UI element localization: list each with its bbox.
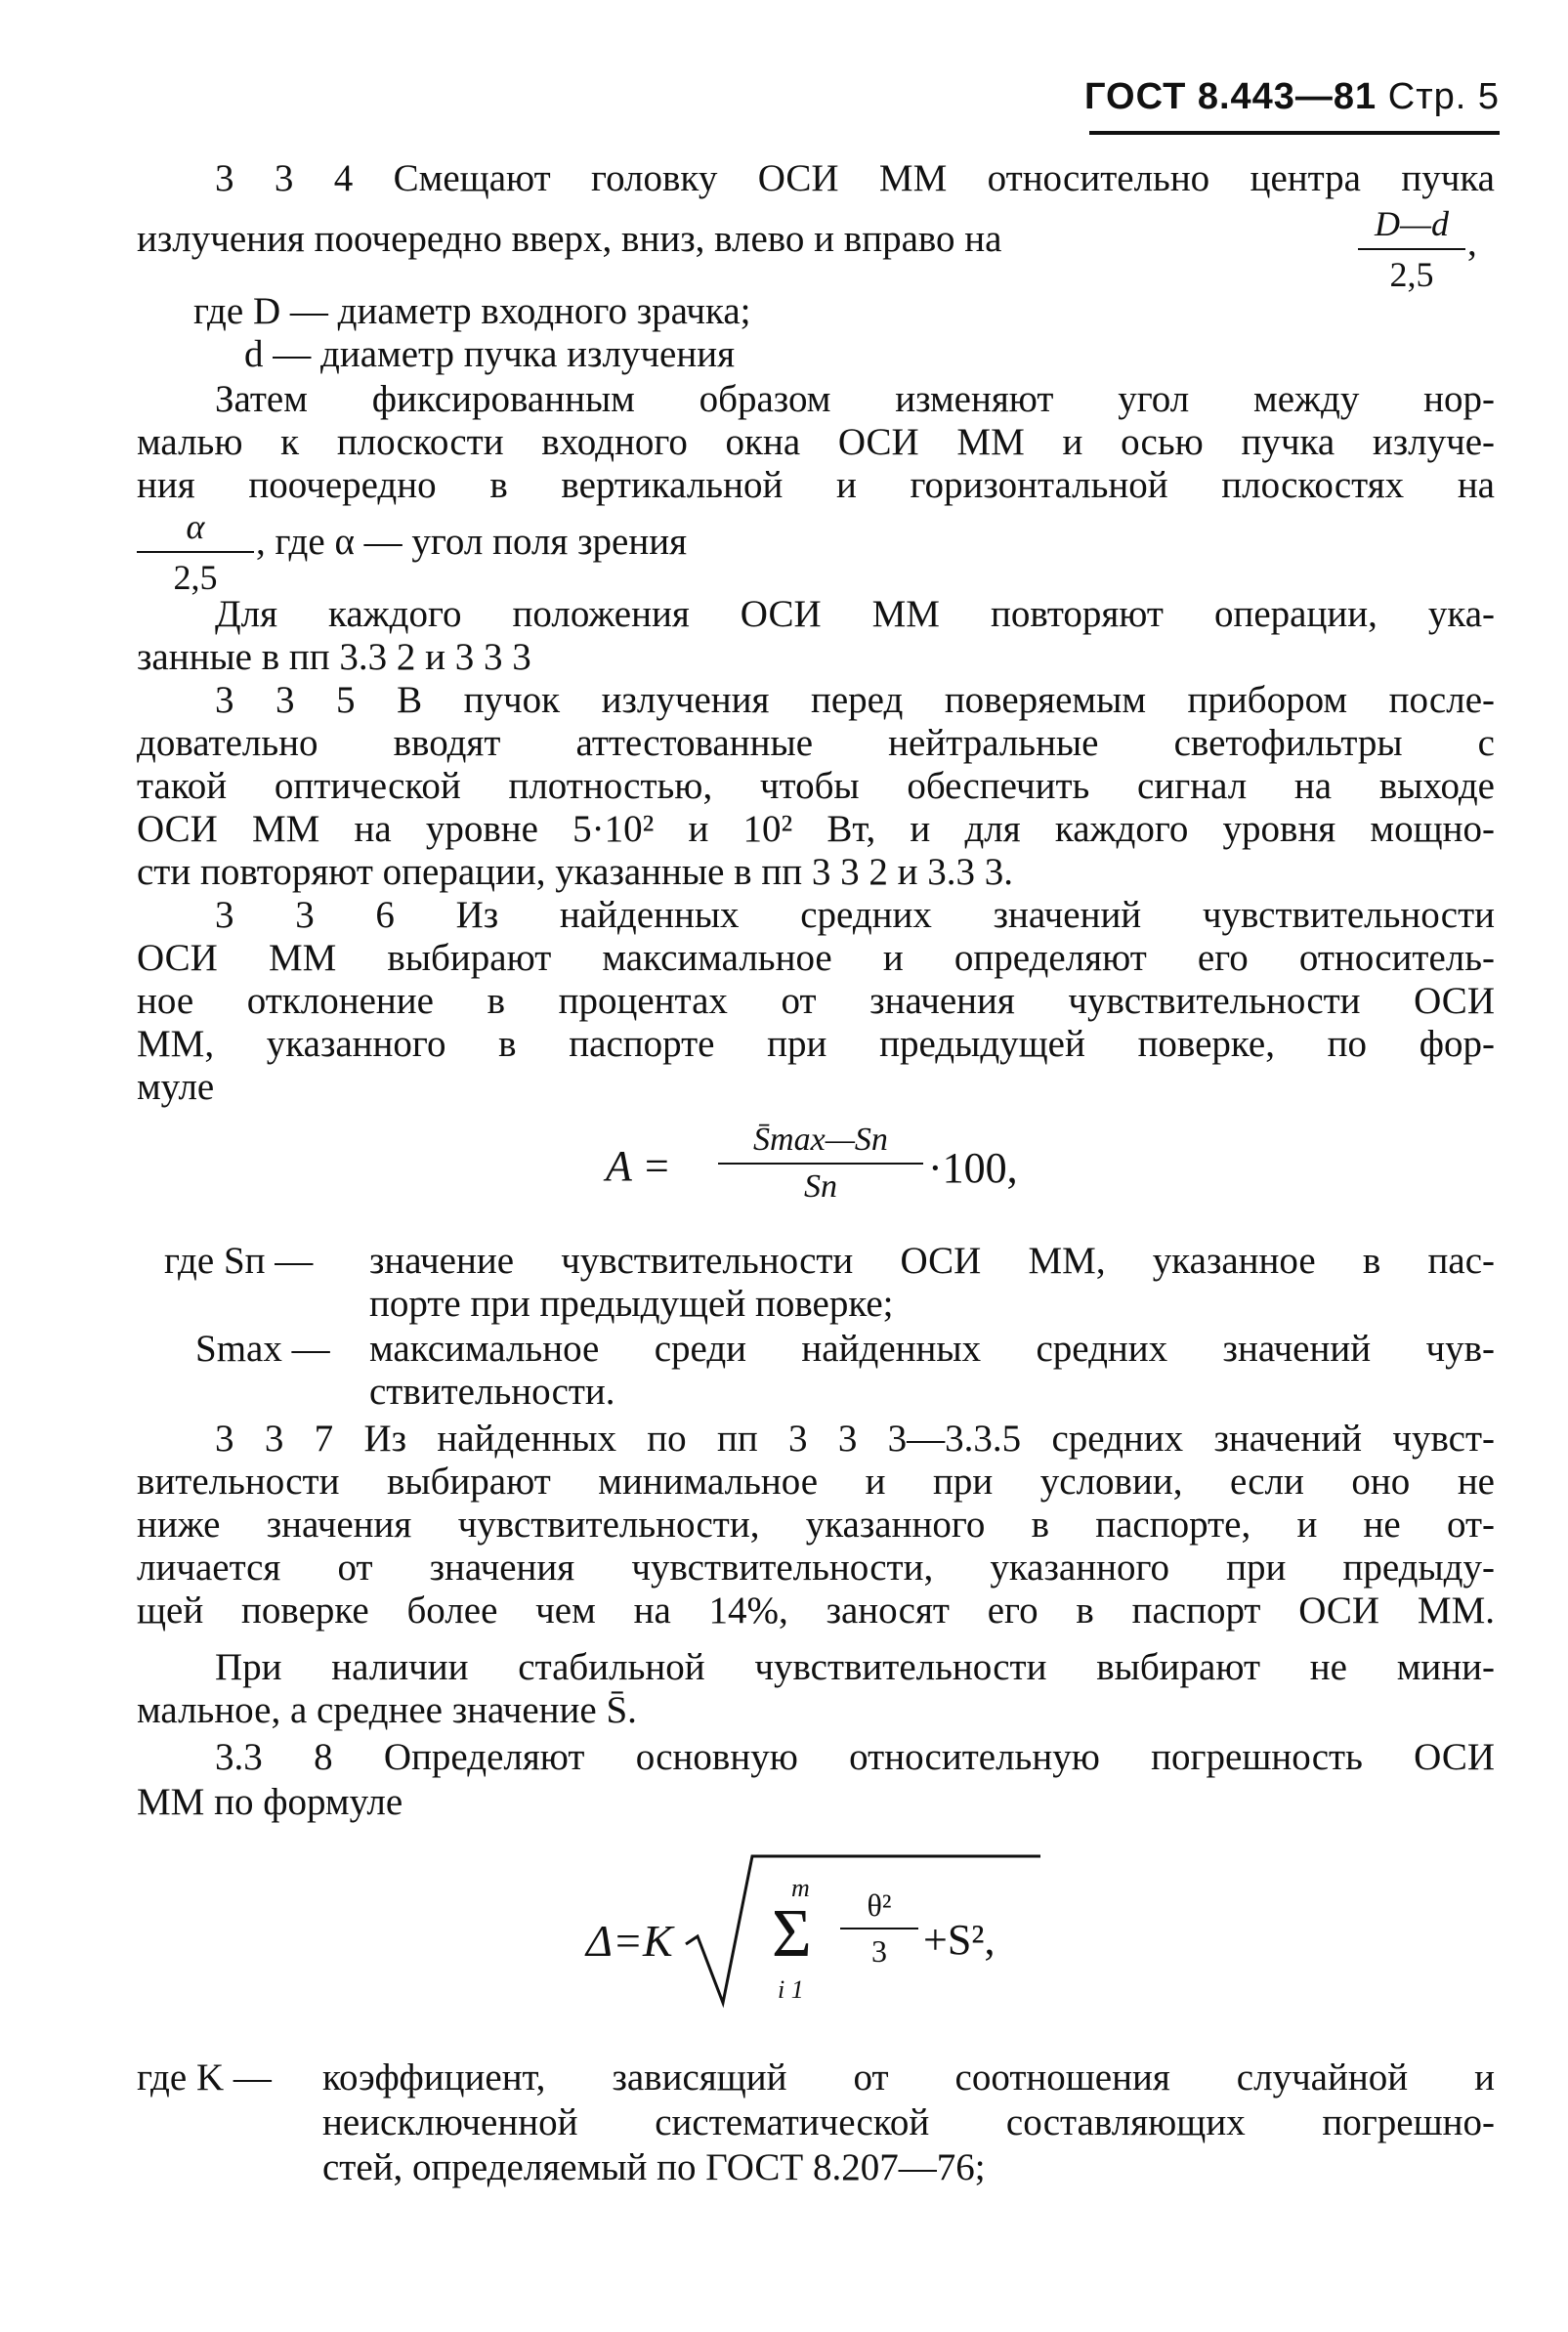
sum-bottom: i 1 [778, 1975, 804, 2004]
s337-line3: ниже значения чувствительности, указанного в паспорте, и не от- [137, 1504, 1495, 1546]
stable-line2: мальное, а среднее значение S̄. [137, 1689, 637, 1731]
s335-line5: сти повторяют операции, указанные в пп 3 3 2 и 3.3 3. [137, 851, 1013, 893]
s334-where1: где D — диаметр входного зрачка; [193, 290, 751, 332]
formula-a-num: S̄max—Sп [718, 1122, 923, 1165]
s335-line3: такой оптической плотностью, чтобы обеспечить сигнал на выходе [137, 765, 1495, 807]
repeat-line2: занные в пп 3.3 2 и 3 3 3 [137, 636, 531, 678]
repeat-line1: Для каждого положения ОСИ ММ повторяют операции, ука- [215, 593, 1495, 635]
formula-a-fraction [718, 1122, 923, 1206]
formula-delta-den: 3 [871, 1933, 887, 1969]
def-smax-line2: ствительности. [369, 1371, 615, 1413]
s335-line4: ОСИ ММ на уровне 5·10² и 10² Вт, и для каждого уровня мощно- [137, 808, 1495, 850]
formula-a-lhs: A = [606, 1142, 671, 1190]
angle-line1: Затем фиксированным образом изменяют угол между нор- [215, 378, 1495, 420]
s334-frac-tail: , [1467, 222, 1477, 264]
formula-delta-num: θ² [840, 1887, 918, 1929]
angle-line2: малью к плоскости входного окна ОСИ ММ и осью пучка излуче- [137, 421, 1495, 463]
sum-top: m [791, 1874, 810, 1902]
formula-delta-fraction [840, 1887, 918, 1970]
def-k-label: где K — [137, 2056, 272, 2099]
s334-frac-den: 2,5 [1389, 255, 1434, 294]
def-k-line3: стей, определяемый по ГОСТ 8.207—76; [322, 2146, 986, 2188]
s337-line1: 3 3 7 Из найденных по пп 3 3 3—3.3.5 средних значений чувст- [215, 1418, 1495, 1460]
doc-number: ГОСТ 8.443—81 [1083, 76, 1377, 117]
s336-line5: муле [137, 1066, 215, 1108]
angle-line3: ния поочередно в вертикальной и горизонтальной плоскостях на [137, 464, 1495, 506]
s336-line4: ММ, указанного в паспорте при предыдущей поверке, по фор- [137, 1023, 1495, 1065]
formula-a-den: Sп [804, 1168, 837, 1205]
sigma-icon: Σ [772, 1896, 812, 1972]
angle-fraction [137, 506, 254, 598]
def-sn-label: где Sп — [164, 1240, 314, 1282]
formula-a-tail: ·100, [928, 1144, 1018, 1192]
s337-line2: вительности выбирают минимальное и при условии, если оно не [137, 1461, 1495, 1503]
s336-line2: ОСИ ММ выбирают максимальное и определяют его относитель- [137, 937, 1495, 979]
stable-line1: При наличии стабильной чувствительности выбирают не мини- [215, 1646, 1495, 1688]
page-header [1084, 76, 1500, 118]
s334-line1: 3 3 4 Смещают головку ОСИ ММ относительно центра пучка [215, 157, 1495, 199]
formula-delta-tail: +S², [923, 1916, 996, 1964]
s337-line5: щей поверке более чем на 14%, заносят его в паспорт ОСИ ММ. [137, 1590, 1495, 1632]
page-number: Стр. 5 [1387, 76, 1500, 117]
def-sn-line1: значение чувствительности ОСИ ММ, указанное в пас- [369, 1240, 1495, 1282]
s334-line2: излучения поочередно вверх, вниз, влево и вправо на [137, 218, 1002, 260]
s338-line2: ММ по формуле [137, 1781, 403, 1823]
header-rule [1089, 131, 1500, 135]
angle-frac-den: 2,5 [173, 558, 218, 597]
def-smax-line1: максимальное среди найденных средних значений чув- [369, 1328, 1495, 1370]
angle-tail: , где α — угол поля зрения [256, 521, 688, 563]
s334-fraction [1358, 203, 1465, 295]
s338-line1: 3.3 8 Определяют основную относительную погрешность ОСИ [215, 1736, 1495, 1778]
s337-line4: личается от значения чувствительности, указанного при предыду- [137, 1547, 1495, 1589]
formula-delta-lhs: Δ=K [586, 1916, 673, 1966]
s335-line2: довательно вводят аттестованные нейтральные светофильтры с [137, 722, 1495, 764]
angle-frac-num: α [137, 506, 254, 553]
def-sn-line2: порте при предыдущей поверке; [369, 1283, 894, 1325]
s336-line3: ное отклонение в процентах от значения чувствительности ОСИ [137, 980, 1495, 1022]
s334-frac-num: D—d [1358, 203, 1465, 250]
s336-line1: 3 3 6 Из найденных средних значений чувствительности [215, 894, 1495, 936]
def-smax-label: Smax — [195, 1328, 330, 1370]
s334-where2: d — диаметр пучка излучения [244, 333, 736, 375]
def-k-line1: коэффициент, зависящий от соотношения случайной и [322, 2056, 1495, 2099]
def-k-line2: неисключенной систематической составляющих погрешно- [322, 2101, 1495, 2143]
s335-line1: 3 3 5 В пучок излучения перед поверяемым прибором после- [215, 679, 1495, 721]
